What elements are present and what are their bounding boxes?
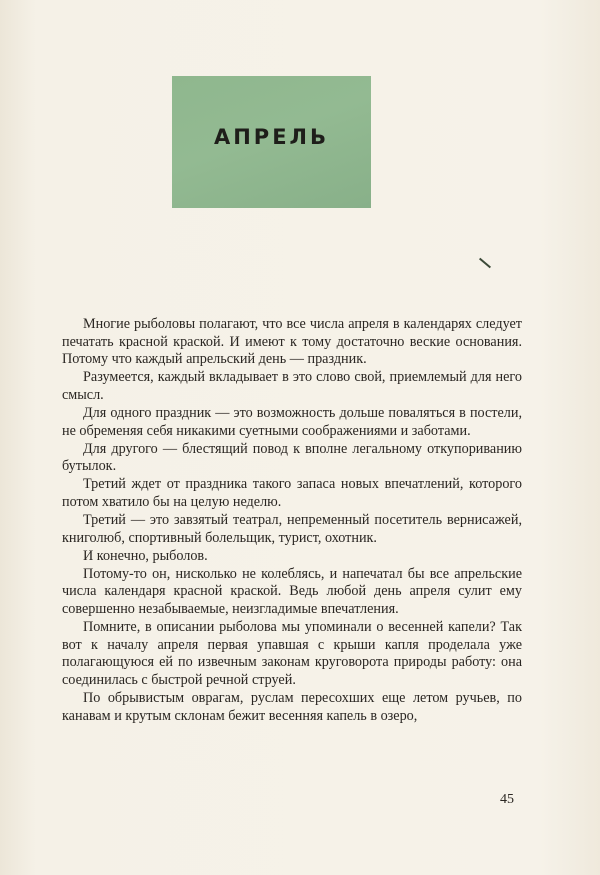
paragraph: По обрывистым оврагам, руслам пересохших еще летом ручьев, по канавам и крутым склонам бежит весенняя капель в озеро, <box>62 689 522 724</box>
paragraph: И конечно, рыболов. <box>83 547 208 564</box>
chapter-title: АПРЕЛЬ <box>213 125 329 149</box>
paragraph: Помните, в описании рыболова мы упоминали о весенней капели? Так вот к началу апреля первая упавшая с крыши капля проделала уже полагающуюся ей по извечным законам круговорота природы работу: она соединилась с быстрой речной струей. <box>62 619 522 688</box>
paragraph: Третий ждет от праздника такого запаса новых впечатлений, которого потом хватило бы на целую неделю. <box>62 476 522 510</box>
hook-icon <box>479 258 491 269</box>
page-number: 45 <box>500 792 514 807</box>
paragraph: Разумеется, каждый вкладывает в это слово свой, приемлемый для него смысл. <box>62 369 522 403</box>
paragraph: Третий — это завзятый театрал, непременный посетитель вернисажей, книголюб, спортивный болельщик, турист, охотник. <box>62 512 522 546</box>
paragraph: Многие рыболовы полагают, что все числа апреля в календарях следует печатать красной краской. И имеют к тому достаточно веские основания. Потому что каждый апрельский день — праздник. <box>62 316 522 368</box>
body-text <box>62 316 522 726</box>
paragraph: Для одного праздник — это возможность дольше поваляться в постели, не обременяя себя никакими суетными соображениями и заботами. <box>62 404 522 439</box>
paragraph: Для другого — блестящий повод к вполне легальному откупориванию бутылок. <box>62 440 522 475</box>
paragraph: Потому-то он, нисколько не колеблясь, и напечатал бы все апрельские числа календаря красной краской. Ведь любой день апреля сулит ему совершенно незабываемые, неизгладимые впечатления. <box>62 565 522 617</box>
chapter-header-block <box>172 76 371 208</box>
